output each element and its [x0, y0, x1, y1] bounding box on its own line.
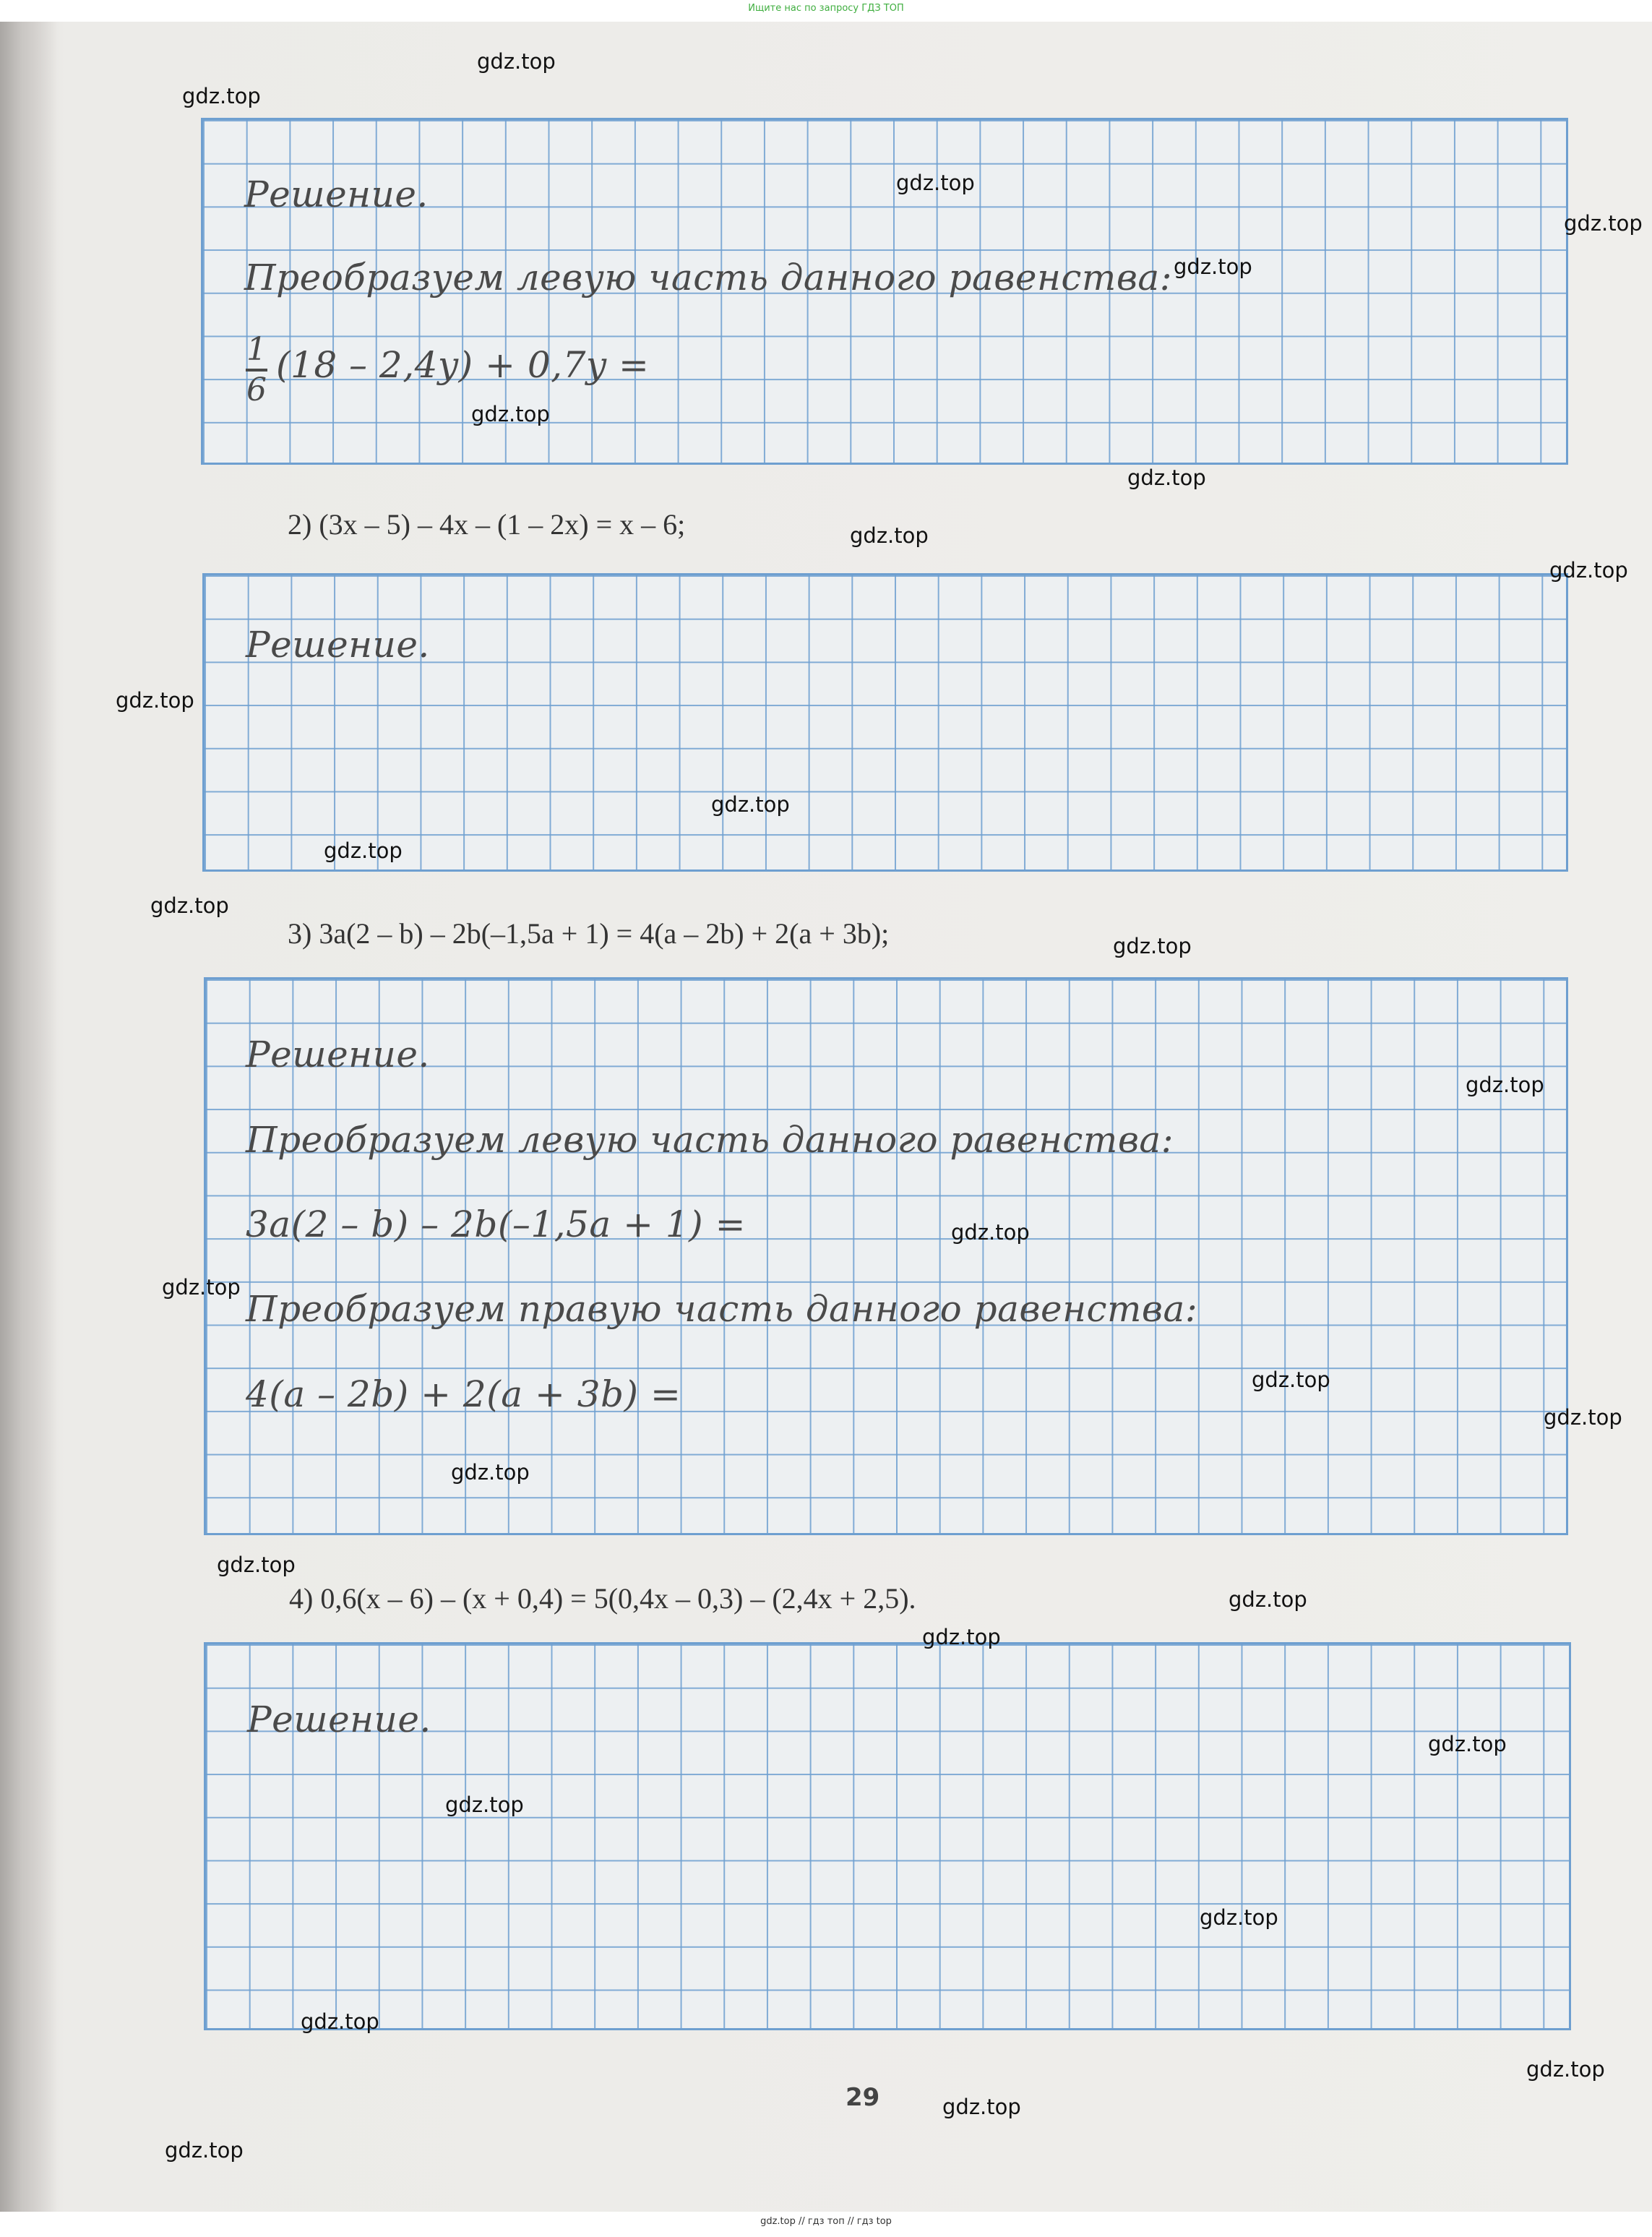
solution-line-3-5: 4(a – 2b) + 2(a + 3b) =	[246, 1373, 681, 1415]
watermark: gdz.top	[182, 84, 261, 108]
page-number: 29	[846, 2083, 880, 2112]
watermark: gdz.top	[217, 1553, 296, 1577]
watermark: gdz.top	[162, 1275, 241, 1300]
task-3-equation: 3) 3a(2 – b) – 2b(–1,5a + 1) = 4(a – 2b) + 2(a + 3b);	[288, 917, 890, 950]
watermark: gdz.top	[1174, 254, 1252, 279]
solution-heading-3: Решение.	[246, 1034, 430, 1075]
watermark: gdz.top	[922, 1625, 1001, 1649]
watermark: gdz.top	[1544, 1405, 1622, 1430]
watermark: gdz.top	[1252, 1367, 1330, 1392]
watermark: gdz.top	[165, 2138, 244, 2163]
solution-line-3-3: 3a(2 – b) – 2b(–1,5a + 1) =	[246, 1203, 746, 1245]
watermark: gdz.top	[471, 402, 550, 426]
watermark: gdz.top	[451, 1460, 530, 1485]
solution-line-1-2: Преобразуем левую часть данного равенства:	[244, 257, 1173, 299]
watermark: gdz.top	[951, 1220, 1030, 1245]
solution-line-3-4: Преобразуем правую часть данного равенства:	[246, 1288, 1198, 1330]
watermark: gdz.top	[1113, 934, 1192, 958]
watermark: gdz.top	[942, 2095, 1021, 2119]
watermark: gdz.top	[150, 893, 229, 918]
solution-heading-1: Решение.	[244, 173, 429, 215]
fraction-denominator: 6	[246, 372, 267, 408]
watermark: gdz.top	[1200, 1905, 1278, 1930]
fraction-one-sixth	[246, 331, 267, 408]
watermark: gdz.top	[1229, 1587, 1307, 1612]
page-spine-shadow	[0, 22, 58, 2212]
watermark: gdz.top	[1127, 465, 1206, 490]
watermark: gdz.top	[896, 171, 975, 195]
watermark: gdz.top	[477, 49, 556, 74]
watermark: gdz.top	[711, 792, 790, 817]
bottom-footer-links[interactable]: gdz.top // гдз топ // гдз top	[760, 2216, 892, 2227]
watermark: gdz.top	[1564, 211, 1643, 236]
watermark: gdz.top	[1466, 1073, 1544, 1097]
watermark: gdz.top	[324, 838, 403, 863]
solution-line-3-2: Преобразуем левую часть данного равенства:	[246, 1119, 1174, 1161]
watermark: gdz.top	[445, 1792, 524, 1817]
watermark: gdz.top	[1549, 558, 1628, 583]
watermark: gdz.top	[116, 688, 194, 713]
answer-grid-2	[202, 573, 1568, 872]
task-2-equation: 2) (3x – 5) – 4x – (1 – 2x) = x – 6;	[288, 508, 686, 541]
solution-heading-2: Решение.	[246, 624, 430, 666]
watermark: gdz.top	[1428, 1732, 1507, 1756]
watermark: gdz.top	[301, 2009, 379, 2034]
top-search-link[interactable]: Ищите нас по запросу ГДЗ ТОП	[748, 3, 904, 14]
fraction-numerator: 1	[246, 331, 267, 368]
watermark: gdz.top	[1526, 2057, 1605, 2082]
solution-line-1-3: (18 – 2,4y) + 0,7y =	[276, 344, 650, 386]
solution-heading-4: Решение.	[247, 1699, 431, 1740]
task-4-equation: 4) 0,6(x – 6) – (x + 0,4) = 5(0,4x – 0,3) – (2,4x + 2,5).	[289, 1582, 916, 1615]
watermark: gdz.top	[850, 523, 929, 548]
